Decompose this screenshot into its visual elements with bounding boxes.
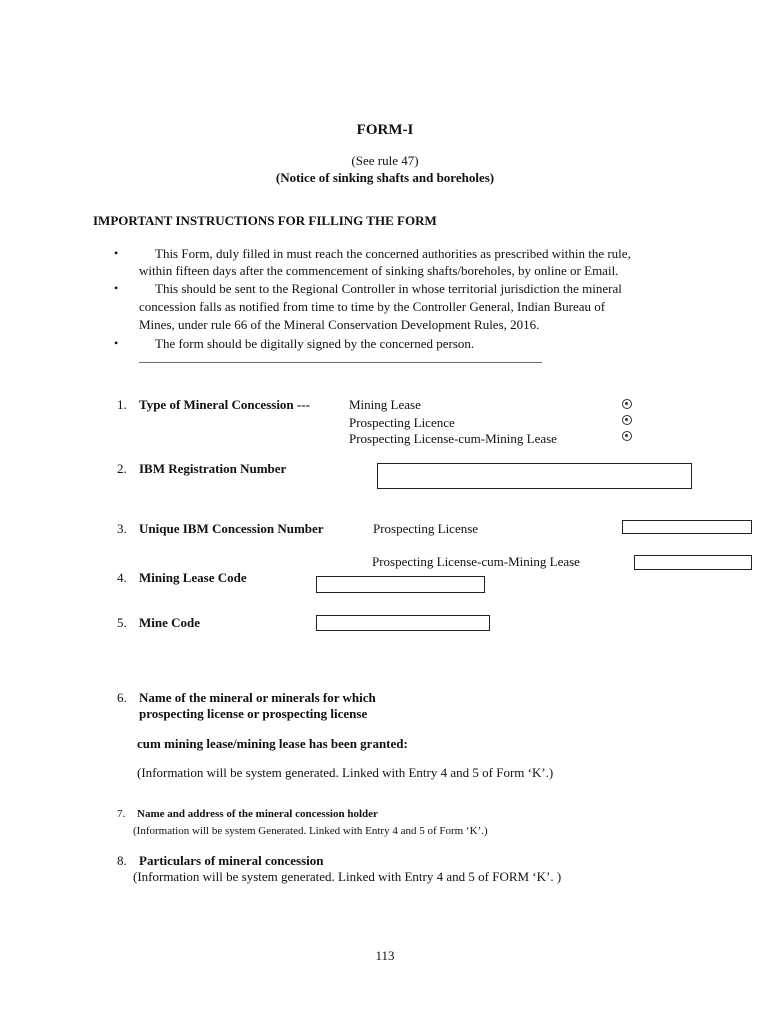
instruction-2-line-1: This should be sent to the Regional Controller in whose territorial jurisdiction the mineral [155, 281, 622, 296]
item-4-number: 4. [117, 570, 127, 585]
item-1-label: Type of Mineral Concession --- [139, 397, 310, 412]
item-4-label: Mining Lease Code [139, 570, 247, 585]
option-pl-cum-ml: Prospecting License-cum-Mining Lease [349, 431, 557, 446]
item-7-number: 7. [117, 808, 126, 820]
rule-reference: (See rule 47) [351, 153, 419, 168]
page-number: 113 [375, 948, 395, 963]
form-subtitle: (Notice of sinking shafts and boreholes) [275, 170, 495, 185]
radio-pl-cum-ml[interactable] [622, 431, 632, 441]
mining-lease-code-input[interactable] [316, 576, 485, 593]
instruction-2-line-2: concession falls as notified from time to time by the Controller General, Indian Bureau of [139, 299, 606, 314]
item-6-info: (Information will be system generated. Linked with Entry 4 and 5 of Form ‘K’.) [137, 765, 554, 780]
instructions-heading: IMPORTANT INSTRUCTIONS FOR FILLING THE FORM [93, 213, 437, 228]
bullet-icon: • [114, 336, 119, 350]
item-1-number: 1. [117, 397, 127, 412]
radio-prospecting-licence[interactable] [622, 415, 632, 425]
ibm-registration-input[interactable] [377, 463, 692, 489]
instruction-1-line-1: This Form, duly filled in must reach the concerned authorities as prescribed within the rule, [155, 246, 631, 261]
item-2-label: IBM Registration Number [139, 461, 287, 476]
item-8-info: (Information will be system generated. Linked with Entry 4 and 5 of FORM ‘K’. ) [133, 869, 562, 884]
item-5-number: 5. [117, 615, 127, 630]
item-8-number: 8. [117, 853, 127, 868]
item-5-label: Mine Code [139, 615, 201, 630]
bullet-icon: • [114, 246, 119, 260]
item-6-line-3: cum mining lease/mining lease has been granted: [137, 736, 408, 751]
option-prospecting-licence: Prospecting Licence [349, 415, 455, 430]
form-title: FORM-I [356, 122, 414, 138]
pl-cum-ml-input[interactable] [634, 555, 752, 570]
instruction-2-line-3: Mines, under rule 66 of the Mineral Conservation Development Rules, 2016. [139, 317, 540, 332]
prospecting-license-input[interactable] [622, 520, 752, 534]
item-8-label: Particulars of mineral concession [139, 853, 324, 868]
separator-line: ______________________________________________________________ [139, 349, 542, 364]
bullet-icon: • [114, 281, 119, 295]
item-6-number: 6. [117, 690, 127, 705]
item-3-number: 3. [117, 521, 127, 536]
radio-mining-lease[interactable] [622, 399, 632, 409]
item-6-line-2: prospecting license or prospecting license [139, 706, 368, 721]
instruction-3-line-1: The form should be digitally signed by the concerned person. [155, 336, 475, 351]
item-7-label: Name and address of the mineral concession holder [137, 808, 378, 820]
option-pl-cum-ml-concession: Prospecting License-cum-Mining Lease [372, 554, 580, 569]
item-2-number: 2. [117, 461, 127, 476]
mine-code-input[interactable] [316, 615, 490, 631]
item-3-label: Unique IBM Concession Number [139, 521, 324, 536]
option-prospecting-license: Prospecting License [373, 521, 479, 536]
item-7-info: (Information will be system Generated. Linked with Entry 4 and 5 of Form ‘K’.) [133, 825, 488, 837]
instruction-1-line-2: within fifteen days after the commencement of sinking shafts/boreholes, by online or Email. [139, 263, 619, 278]
item-6-line-1: Name of the mineral or minerals for which [139, 690, 376, 705]
option-mining-lease: Mining Lease [349, 397, 421, 412]
